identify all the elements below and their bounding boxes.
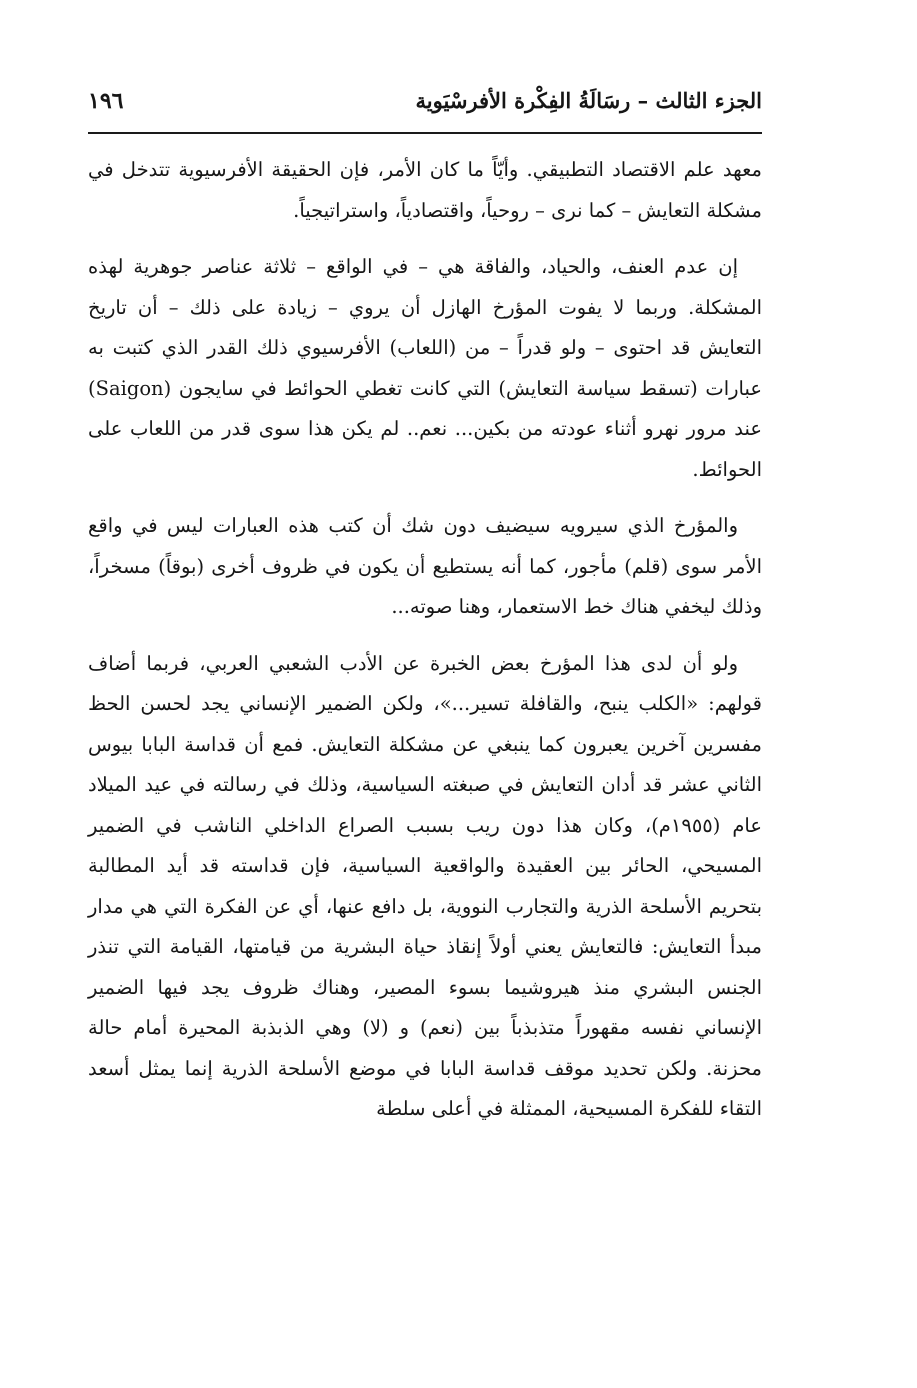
body-text: [88, 150, 762, 1146]
paragraph-2: إن عدم العنف، والحياد، والفاقة هي – في الواقع – ثلاثة عناصر جوهرية لهذه المشكلة. وربما لا يفوت المؤرخ الهازل أن يروي – زيادة على ذلك – أن تاريخ التعايش قد احتوى – ولو قدراً – من (اللعاب) الأفرسيوي ذلك القدر الذي كتبت به عبارات (تسقط سياسة التعايش) التي كانت تغطي الحوائط في سايجون (Saigon) عند مرور نهرو أثناء عودته من بكين... نعم.. لم يكن هذا سوى قدر من اللعاب على الحوائط.: [88, 255, 762, 481]
running-header: [88, 86, 762, 132]
paragraph-4: ولو أن لدى هذا المؤرخ بعض الخبرة عن الأدب الشعبي العربي، فربما أضاف قولهم: «الكلب ينبح، والقافلة تسير...»، ولكن الضمير الإنساني يجد لحسن الحظ مفسرين آخرين يعبرون كما ينبغي عن مشكلة التعايش. فمع أن قداسة البابا بيوس الثاني عشر قد أدان التعايش في صبغته السياسية، وذلك في رسالته في عيد الميلاد عام (١٩٥٥م)، وكان هذا دون ريب بسبب الصراع الداخلي الناشب في الضمير المسيحي، الحائر بين العقيدة والواقعية السياسية، فإن قداسته قد أيد المطالبة بتحريم الأسلحة الذرية والتجارب النووية، بل دافع عنها، أي عن الفكرة التي هي مدار مبدأ التعايش: فالتعايش يعني أولاً إنقاذ حياة البشرية من قيامتها، القيامة التي تنذر الجنس البشري منذ هيروشيما بسوء المصير، وهناك ظروف يجد فيها الضمير الإنساني نفسه مقهوراً متذبذباً بين (نعم) و (لا) وهي الذبذبة المحيرة أمام حالة محزنة. ولكن تحديد موقف قداسة البابا في موضع الأسلحة الذرية إنما يمثل أسعد التقاء للفكرة المسيحية، الممثلة في أعلى سلطة: [88, 651, 762, 1120]
paragraph-3: والمؤرخ الذي سيرويه سيضيف دون شك أن كتب هذه العبارات ليس في واقع الأمر سوى (قلم) مأجور، كما أنه يستطيع أن يكون في ظروف أخرى (بوقاً) مسخراً، وذلك ليخفي هناك خط الاستعمار، وهنا صوته...: [88, 514, 762, 618]
running-header-title: الجزء الثالث – رسَالَةُ الفِكْرة الأفرسْيَوية: [415, 88, 762, 113]
header-divider: [88, 132, 762, 134]
page-number: ١٩٦: [88, 88, 124, 114]
paragraph-1: معهد علم الاقتصاد التطبيقي. وأيّاً ما كان الأمر، فإن الحقيقة الأفرسيوية تتدخل في مشكلة التعايش – كما نرى – روحياً، واقتصادياً، واستراتيجياً.: [88, 158, 762, 222]
